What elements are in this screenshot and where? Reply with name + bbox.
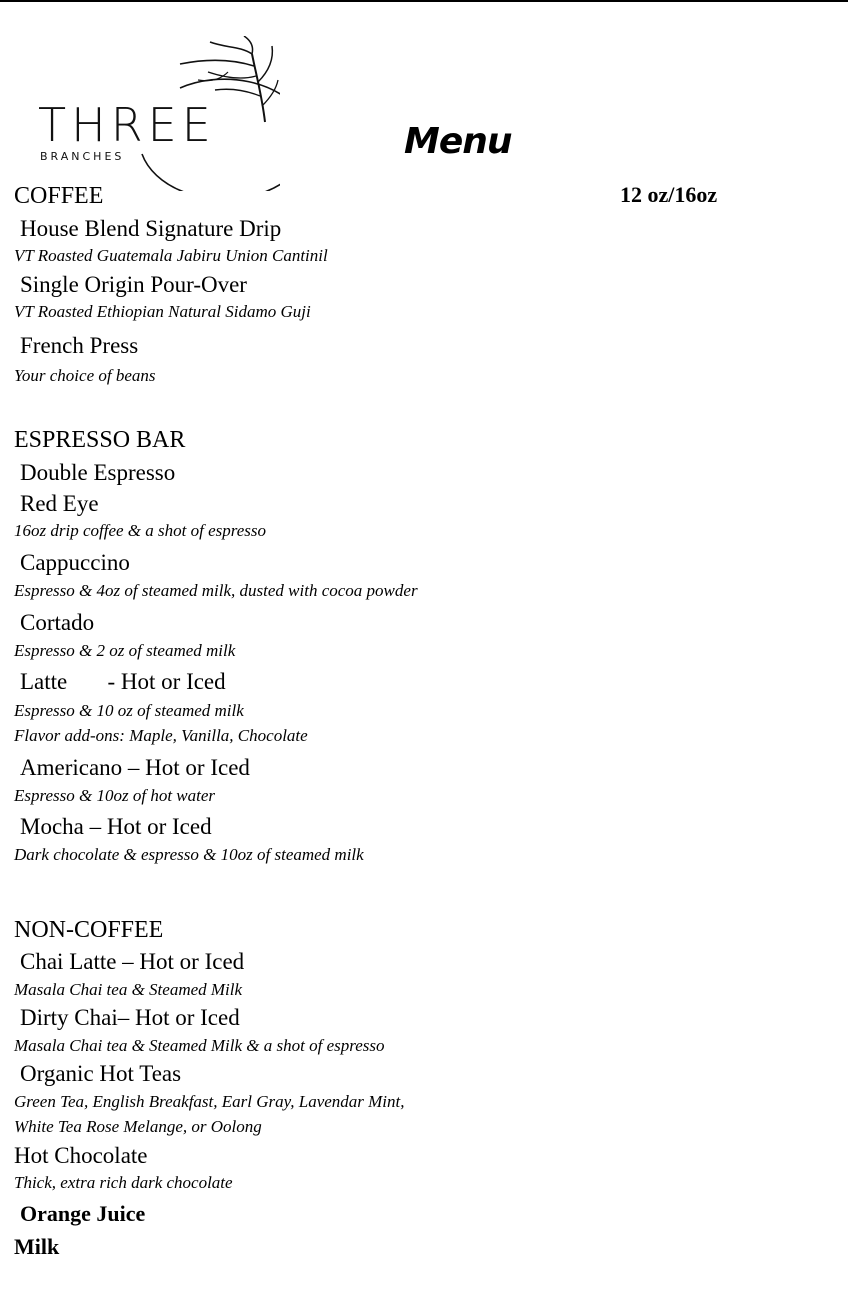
menu-item-description: Dark chocolate & espresso & 10oz of steamed milk [14,845,364,864]
section-heading-coffee: COFFEE [14,183,104,209]
menu-item-description: Masala Chai tea & Steamed Milk [14,980,243,999]
menu-item-description: Green Tea, English Breakfast, Earl Gray, Lavendar Mint, [14,1092,405,1111]
size-header: 12 oz/16oz [620,182,718,207]
menu-item-name: Organic Hot Teas [20,1061,182,1086]
menu-item-description: Espresso & 10 oz of steamed milk [14,701,244,720]
menu-item-description: Your choice of beans [14,366,156,385]
menu-item-name: Mocha – Hot or Iced [20,814,212,839]
menu-item-name: Latte - Hot or Iced [20,669,226,694]
menu-item-name: Americano – Hot or Iced [20,755,250,780]
menu-item-description: VT Roasted Ethiopian Natural Sidamo Guji [14,302,311,321]
logo-subtitle: BRANCHES [40,150,125,163]
menu-item-description: Espresso & 10oz of hot water [14,786,216,805]
menu-item-description: Flavor add-ons: Maple, Vanilla, Chocolate [14,726,308,745]
menu-item-description: Espresso & 4oz of steamed milk, dusted with cocoa powder [14,581,418,600]
menu-item-name: Double Espresso [20,460,176,485]
menu-item-name: Hot Chocolate [14,1143,148,1168]
menu-item-name: House Blend Signature Drip [20,216,282,241]
section-heading-espresso: ESPRESSO BAR [14,427,186,453]
menu-item-name: Red Eye [20,491,99,516]
menu-item-name: Dirty Chai– Hot or Iced [20,1005,240,1030]
menu-item-name: Single Origin Pour-Over [20,272,247,297]
page-title: Menu [404,121,512,162]
menu-item-name: Cappuccino [20,550,130,575]
menu-item-name: French Press [20,333,139,358]
menu-item-description: Espresso & 2 oz of steamed milk [14,641,236,660]
menu-item-name: Chai Latte – Hot or Iced [20,949,245,974]
section-heading-noncoffee: NON-COFFEE [14,917,164,943]
menu-item-description: VT Roasted Guatemala Jabiru Union Cantinil [14,246,328,265]
top-border [0,0,848,2]
menu-item-description: 16oz drip coffee & a shot of espresso [14,521,266,540]
menu-item-name: Cortado [20,610,95,635]
menu-item-name: Milk [14,1234,60,1259]
logo-wordmark: THREE [38,98,216,152]
menu-item-description: Thick, extra rich dark chocolate [14,1173,233,1192]
menu-item-description: Masala Chai tea & Steamed Milk & a shot of espresso [14,1036,385,1055]
menu-item-description: White Tea Rose Melange, or Oolong [14,1117,262,1136]
three-branches-logo [30,36,280,191]
menu-item-name: Orange Juice [20,1201,146,1226]
